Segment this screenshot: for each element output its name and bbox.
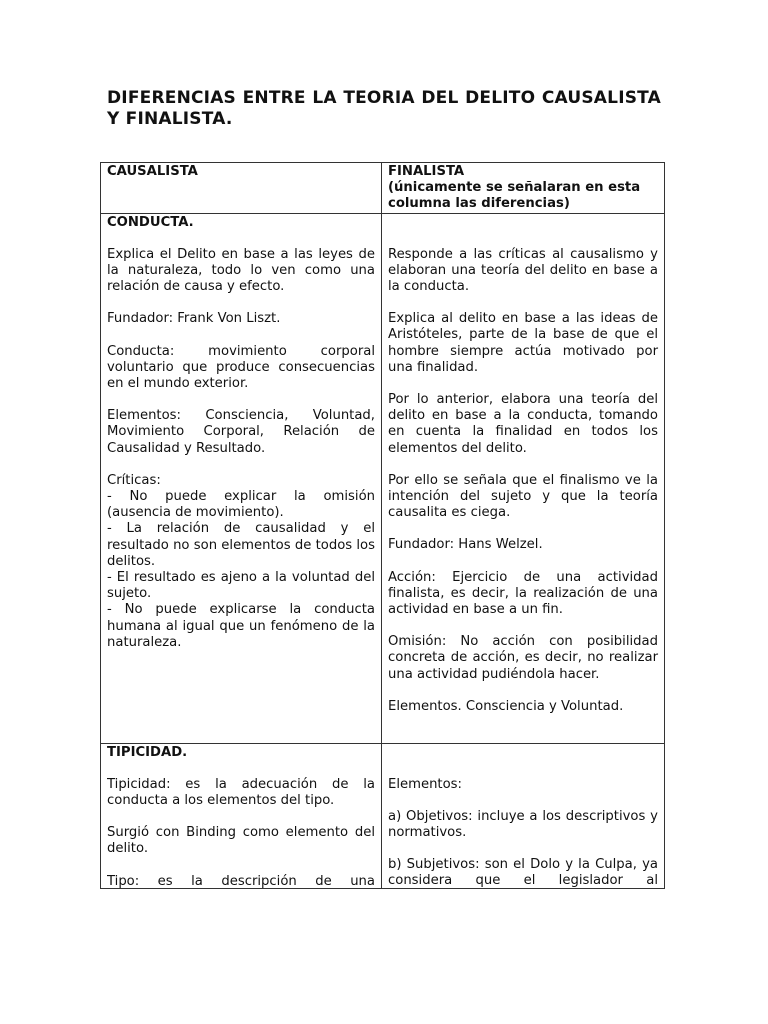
- tipicidad-causalista-p1: Tipicidad: es la adecuación de la conducta a los elementos del tipo.: [107, 776, 375, 809]
- tipicidad-finalista-p2: a) Objetivos: incluye a los descriptivos y normativos.: [388, 808, 658, 841]
- tipicidad-causalista-p2: Surgió con Binding como elemento del delito.: [107, 825, 375, 857]
- conducta-finalista-p4: Por ello se señala que el finalismo ve la intención del sujeto y que la teoría causalita es ciega.: [388, 472, 658, 521]
- tipicidad-finalista-cell: [382, 743, 665, 888]
- header-finalista-label: FINALISTA: [388, 164, 465, 179]
- section-title-tipicidad: TIPICIDAD.: [107, 744, 188, 760]
- conducta-finalista-p6: Acción: Ejercicio de una actividad finalista, es decir, la realización de una actividad en base a un fin.: [388, 569, 658, 618]
- conducta-finalista-p1: Responde a las críticas al causalismo y elaboran una teoría del delito en base a la conducta.: [388, 246, 658, 295]
- tipicidad-finalista-p3: b) Subjetivos: son el Dolo y la Culpa, ya considera que el legislador al: [388, 857, 658, 888]
- table-row-conducta: [101, 213, 665, 743]
- conducta-finalista-p2: Explica al delito en base a las ideas de Aristóteles, parte de la base de que el hombre siempre actúa motivado por una finalidad.: [388, 311, 658, 375]
- conducta-finalista-cell: [382, 213, 665, 743]
- comparison-table: [100, 162, 665, 889]
- conducta-causalista-cell: [101, 213, 382, 743]
- conducta-causalista-p2: Fundador: Frank Von Liszt.: [107, 311, 281, 327]
- tipicidad-causalista-p3: Tipo: es la descripción de una: [107, 873, 375, 888]
- conducta-finalista-p5: Fundador: Hans Welzel.: [388, 537, 543, 553]
- section-title-conducta: CONDUCTA.: [107, 214, 194, 230]
- conducta-causalista-p3: Conducta: movimiento corporal voluntario que produce consecuencias en el mundo exterior.: [107, 343, 375, 392]
- header-finalista-note: (únicamente se señalaran en esta columna las diferencias): [388, 180, 641, 212]
- critica-item: - El resultado es ajeno a la voluntad del sujeto.: [107, 570, 375, 602]
- tipicidad-finalista-p1: Elementos:: [388, 776, 462, 792]
- document-title: DIFERENCIAS ENTRE LA TEORIA DEL DELITO CAUSALISTA Y FINALISTA.: [107, 88, 661, 129]
- conducta-finalista-p3: Por lo anterior, elabora una teoría del delito en base a la conducta, tomando en cuenta la finalidad en todos los elementos del delito.: [388, 392, 658, 456]
- header-finalista: [382, 163, 665, 214]
- critica-item: - No puede explicar la omisión (ausencia de movimiento).: [107, 489, 375, 521]
- table-row-tipicidad: [101, 743, 665, 888]
- table-header-row: [101, 163, 665, 214]
- critica-item: - No puede explicarse la conducta humana al igual que un fenómeno de la naturaleza.: [107, 602, 375, 650]
- header-causalista-label: CAUSALISTA: [107, 164, 198, 179]
- header-causalista: [101, 163, 382, 214]
- conducta-finalista-p8: Elementos. Consciencia y Voluntad.: [388, 698, 624, 714]
- criticas-title: Críticas:: [107, 472, 161, 488]
- tipicidad-causalista-cell: [101, 743, 382, 888]
- conducta-causalista-p4: Elementos: Consciencia, Voluntad, Movimiento Corporal, Relación de Causalidad y Resultado.: [107, 408, 375, 456]
- critica-item: - La relación de causalidad y el resultado no son elementos de todos los delitos.: [107, 521, 375, 569]
- conducta-finalista-p7: Omisión: No acción con posibilidad concreta de acción, es decir, no realizar una actividad pudiéndola hacer.: [388, 634, 658, 682]
- criticas-block: [107, 473, 375, 651]
- conducta-causalista-p1: Explica el Delito en base a las leyes de la naturaleza, todo lo ven como una relación de causa y efecto.: [107, 246, 375, 295]
